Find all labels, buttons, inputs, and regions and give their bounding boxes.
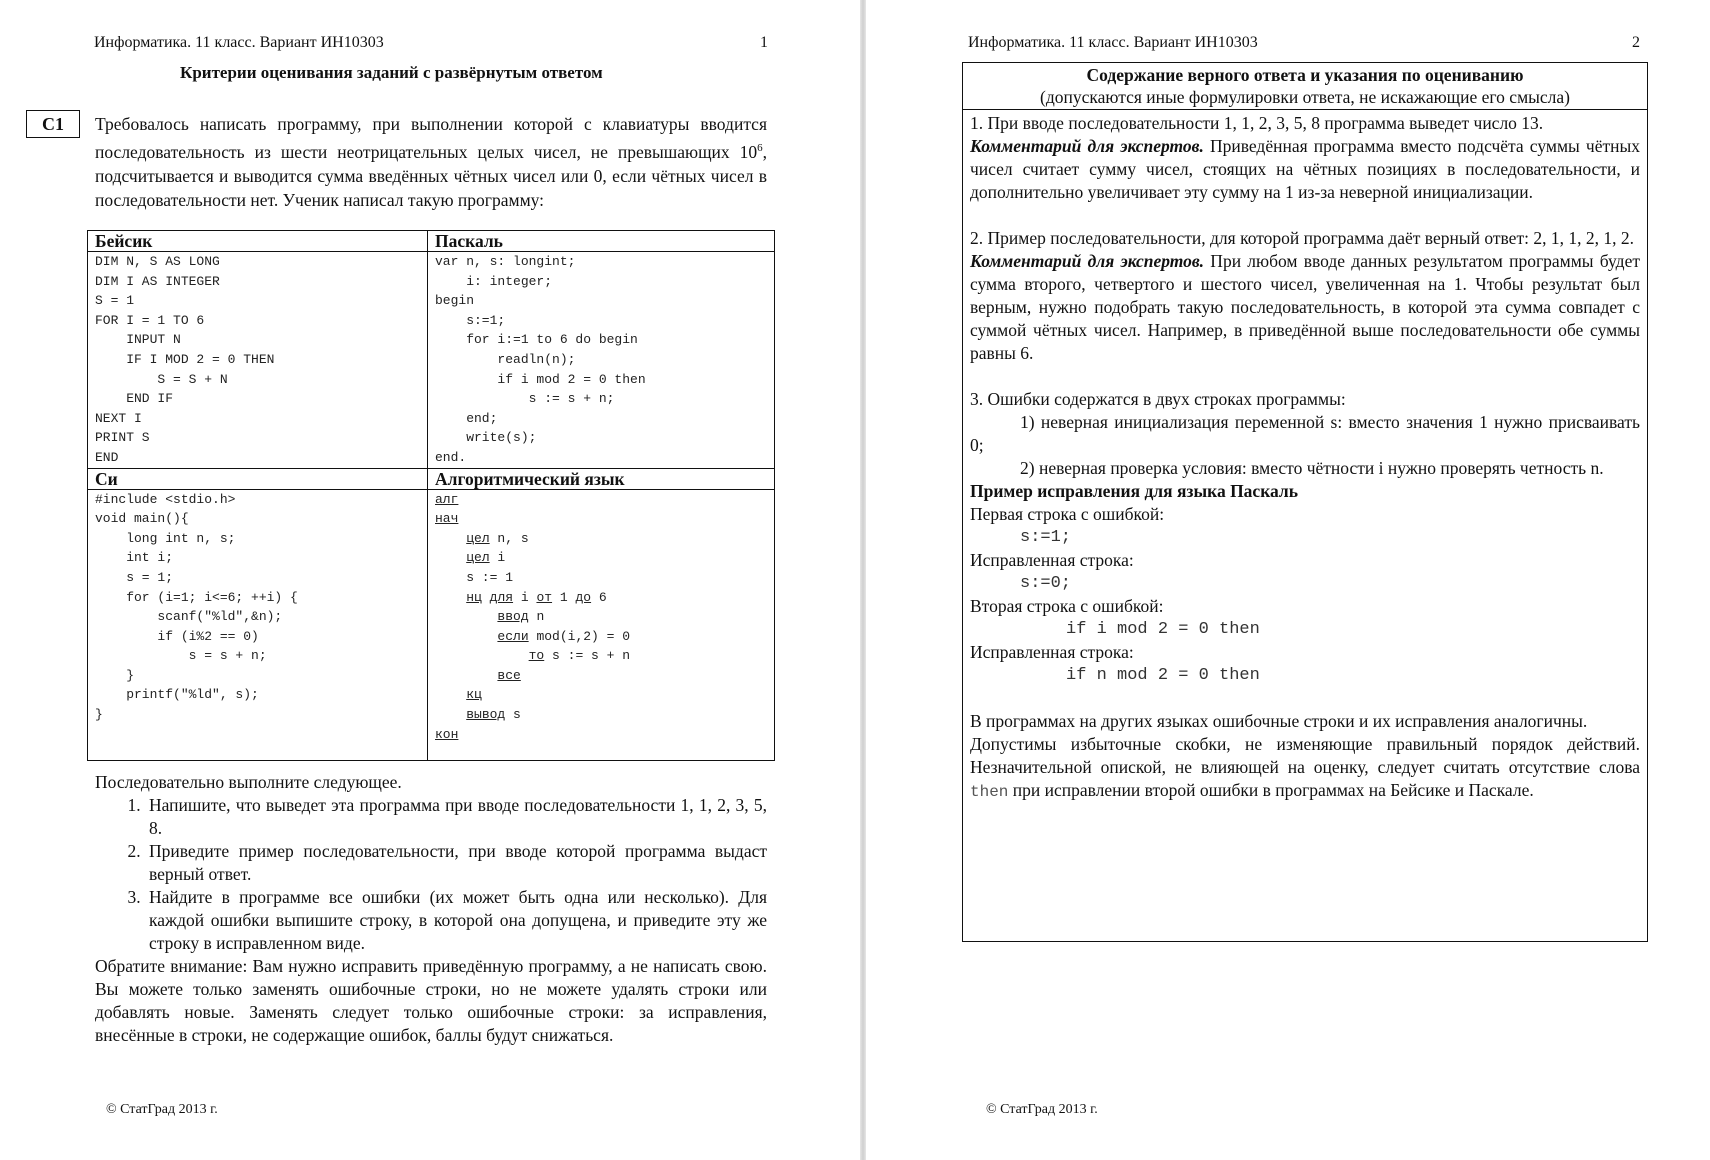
algo-code bbox=[428, 489, 775, 760]
page-footer: © СтатГрад 2013 г. bbox=[986, 1102, 1098, 1117]
answer-box bbox=[962, 62, 1648, 942]
code-line: #include <stdio.h> bbox=[95, 491, 236, 507]
error-2: 2) неверная проверка условия: вместо чётности i нужно проверять четность n. bbox=[1020, 458, 1604, 478]
code-line: кон bbox=[435, 726, 459, 742]
page-number: 1 bbox=[760, 34, 768, 51]
code-line: все bbox=[497, 667, 521, 683]
answer-box-subtitle: (допускаются иные формулировки ответа, не искажающие его смысла) bbox=[1040, 87, 1570, 107]
code-line: var n, s: longint; bbox=[435, 254, 576, 269]
other-languages-note: В программах на других языках ошибочные строки и их исправления аналогичны. bbox=[970, 711, 1588, 731]
code-line: S = 1 bbox=[95, 293, 135, 309]
code-line: DIM I AS INTEGER bbox=[95, 273, 220, 289]
code-line: DIM N, S AS LONG bbox=[95, 254, 220, 269]
code-line: PRINT S bbox=[95, 430, 150, 446]
code-line: FOR I = 1 TO 6 bbox=[95, 312, 205, 328]
code-line: то s := s + n bbox=[528, 648, 631, 664]
code-table bbox=[87, 230, 775, 761]
code-line: int i; bbox=[95, 550, 174, 566]
code-line: вывод s bbox=[466, 707, 521, 723]
code-line: нач bbox=[435, 511, 459, 527]
code-line: readln(n); bbox=[435, 351, 576, 367]
code-line: END IF bbox=[95, 391, 174, 407]
task-item: 2. Приведите пример последовательности, при вводе которой программа выдаст верный ответ. bbox=[145, 840, 767, 886]
second-error-label: Вторая строка с ошибкой: bbox=[970, 596, 1164, 616]
code-line: S = S + N bbox=[95, 371, 228, 387]
code-line: алг bbox=[435, 491, 459, 507]
code-line: s = s + n; bbox=[95, 648, 267, 664]
code-line: long int n, s; bbox=[95, 530, 236, 546]
task-item: 3. Найдите в программе все ошибки (их может быть одна или несколько). Для каждой ошибки выпишите строку, в которой она допущена, и приведите эту же строку в исправленном виде. bbox=[145, 886, 767, 955]
answer-box-header bbox=[963, 63, 1647, 110]
answer-2: 2. Пример последовательности, для которой программа даёт верный ответ: 2, 1, 1, 2, 1, 2. bbox=[970, 228, 1634, 248]
task-intro: Требовалось написать программу, при выполнении которой с клавиатуры вводится последовательность из шести неотрицательных целых чисел, не превышающих $10^6$, подсчитывается и выводится сумма введённых чётных чисел или 0, если чётных чисел в последовательности нет. Ученик написал такую программу: bbox=[95, 114, 767, 210]
basic-code bbox=[88, 252, 428, 469]
code-line: ввод n bbox=[497, 609, 545, 625]
pascal-header: Паскаль bbox=[428, 231, 775, 252]
answer-3: 3. Ошибки содержатся в двух строках программы: bbox=[970, 389, 1346, 409]
answer-box-body bbox=[963, 110, 1647, 806]
code-line: for (i=1; i<=6; ++i) { bbox=[95, 589, 298, 605]
code-line: for i:=1 to 6 do begin bbox=[435, 332, 638, 348]
code-line: s:=1; bbox=[435, 312, 506, 328]
first-error-code: s:=1; bbox=[1020, 528, 1072, 547]
code-line: printf("%ld", s); bbox=[95, 687, 259, 703]
c-header: Си bbox=[88, 468, 428, 489]
code-line: s = 1; bbox=[95, 569, 174, 585]
code-line: IF I MOD 2 = 0 THEN bbox=[95, 351, 275, 367]
second-fix-code: if n mod 2 = 0 then bbox=[1066, 666, 1260, 685]
first-error-label: Первая строка с ошибкой: bbox=[970, 504, 1165, 524]
code-line: if i mod 2 = 0 then bbox=[435, 371, 646, 387]
task-list bbox=[95, 794, 767, 955]
c-code bbox=[88, 489, 428, 760]
fixed-line-label: Исправленная строка: bbox=[970, 642, 1134, 662]
page-header: Информатика. 11 класс. Вариант ИН10303 bbox=[94, 34, 384, 51]
code-line: } bbox=[95, 707, 103, 723]
code-line: if (i%2 == 0) bbox=[95, 628, 259, 644]
code-line: цел i bbox=[466, 550, 506, 566]
fix-title: Пример исправления для языка Паскаль bbox=[970, 481, 1298, 501]
code-line: } bbox=[95, 667, 135, 683]
first-fix-code: s:=0; bbox=[1020, 574, 1072, 593]
instructions-intro: Последовательно выполните следующее. bbox=[95, 772, 402, 792]
task-instructions bbox=[95, 771, 767, 1047]
code-line: end; bbox=[435, 410, 498, 426]
code-line: если mod(i,2) = 0 bbox=[497, 628, 631, 644]
code-line: scanf("%ld",&n); bbox=[95, 609, 283, 625]
basic-header: Бейсик bbox=[88, 231, 428, 252]
code-line: write(s); bbox=[435, 430, 537, 446]
code-line: цел n, s bbox=[466, 530, 529, 546]
error-1: 1) неверная инициализация переменной s: вместо значения 1 нужно присваивать 0; bbox=[970, 412, 1640, 455]
code-line: INPUT N bbox=[95, 332, 181, 348]
algo-header: Алгоритмический язык bbox=[428, 468, 775, 489]
page-footer: © СтатГрад 2013 г. bbox=[106, 1102, 218, 1117]
page-header: Информатика. 11 класс. Вариант ИН10303 bbox=[968, 34, 1258, 51]
code-line: кц bbox=[466, 687, 482, 703]
code-line: begin bbox=[435, 293, 475, 309]
code-line: END bbox=[95, 449, 119, 465]
allowed-note: Допустимы избыточные скобки, не изменяющие правильный порядок действий. Незначительной опиской, не влияющей на оценку, следует считать отсутствие слова then при исправлении второй ошибки в программах на Бейсике и Паскале. bbox=[970, 734, 1640, 801]
answer-2-comment: Комментарий для экспертов. При любом вводе данных результатом программы будет сумма второго, четвертого и шестого чисел, увеличенная на 1. Чтобы результат был верным, нужно подобрать такую последовательность, в которой эта сумма совпадет с суммой чётных чисел. Например, в приведённой выше последовательности обе суммы равны 6. bbox=[970, 251, 1640, 363]
task-item: 1. Напишите, что выведет эта программа при вводе последовательности 1, 1, 2, 3, 5, 8. bbox=[145, 794, 767, 840]
answer-1-comment: Комментарий для экспертов. Приведённая программа вместо подсчёта суммы чётных чисел считает сумму чисел, стоящих на чётных позициях в последовательности, и дополнительно увеличивает эту сумму на 1 из-за неверной инициализации. bbox=[970, 136, 1640, 202]
answer-box-title: Содержание верного ответа и указания по оцениванию bbox=[1086, 65, 1524, 85]
code-line: void main(){ bbox=[95, 511, 189, 527]
fixed-line-label: Исправленная строка: bbox=[970, 550, 1134, 570]
page-number: 2 bbox=[1632, 34, 1640, 51]
code-line: i: integer; bbox=[435, 273, 553, 289]
code-line: нц для i от 1 до 6 bbox=[466, 589, 607, 605]
code-line: NEXT I bbox=[95, 410, 142, 426]
code-line: end. bbox=[435, 449, 467, 465]
pascal-code bbox=[428, 252, 775, 469]
answer-1: 1. При вводе последовательности 1, 1, 2, 3, 5, 8 программа выведет число 13. bbox=[970, 113, 1544, 133]
page-title: Критерии оценивания заданий с развёрнутым ответом bbox=[180, 63, 603, 82]
task-label: C1 bbox=[26, 110, 80, 138]
task-note: Обратите внимание: Вам нужно исправить приведённую программу, а не написать свою. Вы можете только заменять ошибочные строки, но не можете удалять строки или добавлять новые. Заменять следует только ошибочные строки: за исправления, внесённые в строки, не содержащие ошибок, баллы будут снижаться. bbox=[95, 956, 767, 1045]
second-error-code: if i mod 2 = 0 then bbox=[1066, 620, 1260, 639]
code-line: s := 1 bbox=[435, 569, 514, 585]
code-line: s := s + n; bbox=[435, 391, 615, 407]
